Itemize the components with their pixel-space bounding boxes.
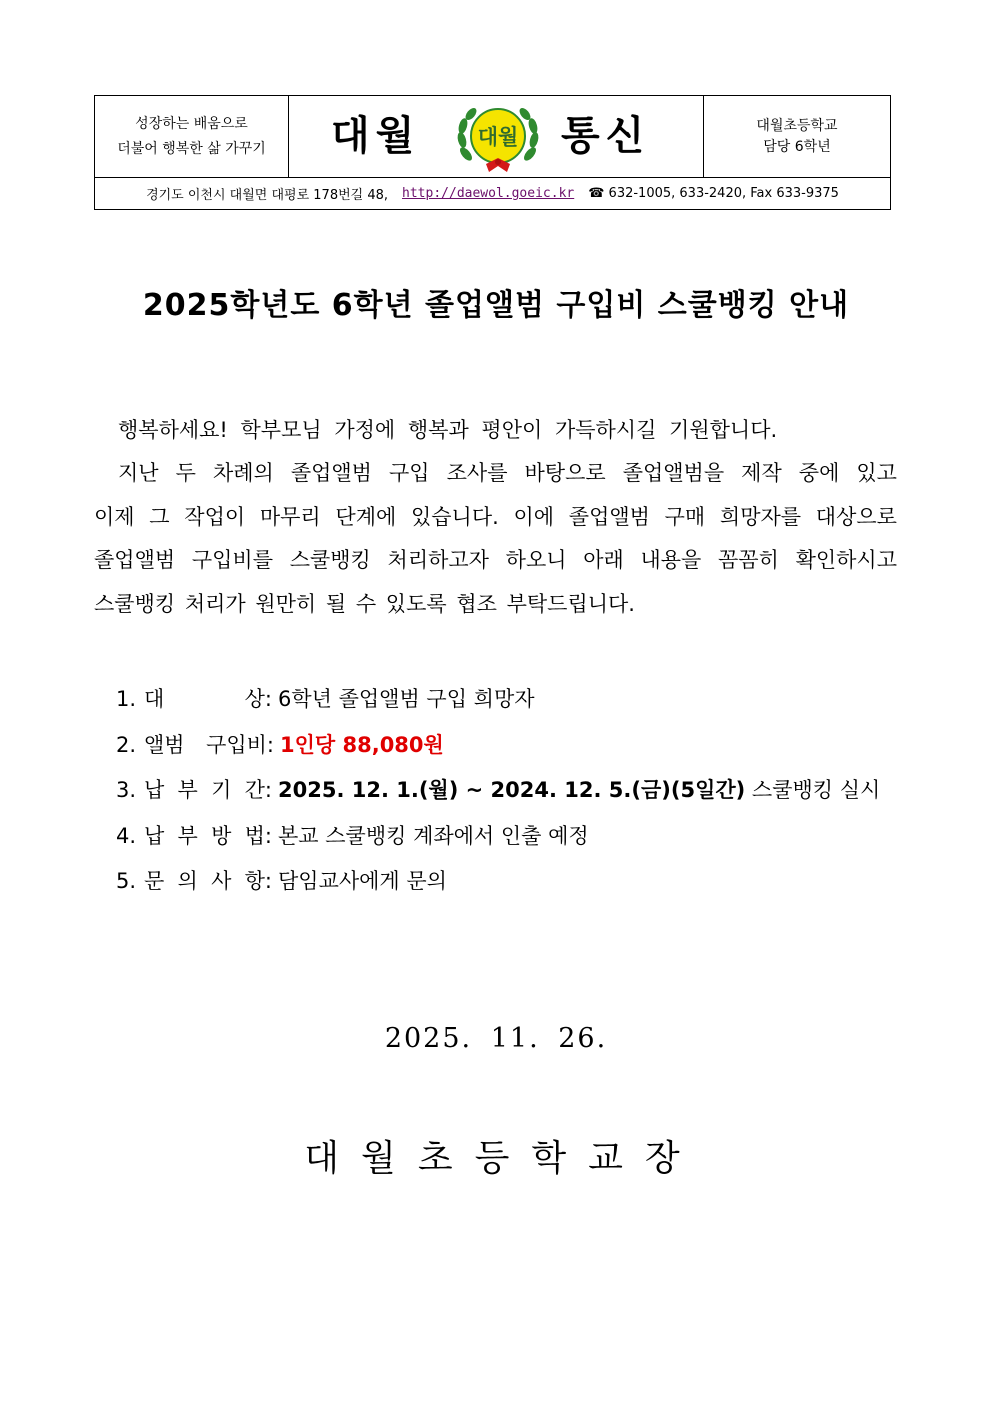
details-list — [116, 677, 880, 905]
item-label-part: 항: — [244, 869, 272, 893]
word: 졸업앨범 — [94, 548, 176, 572]
emblem-text: 대월 — [477, 125, 519, 149]
word: 졸업앨범 — [290, 461, 372, 485]
list-item — [116, 723, 880, 769]
word: 졸업앨범 — [568, 504, 650, 529]
word: 희망자를 — [719, 504, 802, 529]
word: 하오니 — [505, 548, 567, 572]
word: 지난 — [118, 461, 159, 485]
item-label — [144, 723, 274, 769]
word: 마무리 — [259, 504, 321, 529]
word: 이에 — [513, 504, 555, 529]
word: 제작 — [741, 461, 782, 485]
item-label — [144, 814, 272, 860]
word: 졸업앨범을 — [622, 461, 725, 485]
payment-period: 2025. 12. 1.(월) ~ 2024. 12. 5.(금)(5일간) — [278, 778, 746, 802]
header-top-row — [95, 96, 890, 178]
item-label-part: 간: — [244, 778, 272, 802]
word: 스쿨뱅킹 — [289, 548, 371, 572]
masthead-title-right: 통신 — [561, 113, 651, 159]
department: 담당 6학년 — [763, 139, 831, 155]
word: 이제 — [94, 504, 135, 529]
word: 있습니다. — [410, 504, 499, 529]
word: 있고 — [856, 461, 897, 485]
item-number: 4. — [116, 823, 137, 848]
word: 꼼꼼히 — [718, 548, 779, 572]
word: 그 — [149, 504, 170, 529]
masthead-cell — [289, 96, 704, 178]
item-value: 6학년 졸업앨범 구입 희망자 — [278, 687, 535, 711]
item-value: 본교 스쿨뱅킹 계좌에서 인출 예정 — [278, 823, 589, 848]
list-item — [116, 768, 880, 814]
list-item — [116, 859, 880, 905]
payment-period-tail: 스쿨뱅킹 실시 — [745, 778, 881, 802]
item-label-part: 상: — [244, 687, 272, 711]
word: 내용을 — [640, 548, 702, 572]
greeting-line: 행복하세요! 학부모님 가정에 행복과 평안이 가득하시길 기원합니다. — [118, 418, 778, 442]
item-label-part: 납 — [144, 778, 165, 802]
word: 구매 — [664, 504, 706, 529]
paragraph-line-3 — [94, 539, 897, 583]
item-value — [278, 768, 880, 814]
word: 처리하고자 — [387, 548, 489, 572]
motto-line-1: 성장하는 배움으로 — [135, 116, 248, 132]
word: 작업이 — [184, 504, 246, 529]
motto-line-2: 더불어 행복한 삶 가꾸기 — [117, 141, 266, 157]
word: 두 — [175, 461, 196, 485]
paragraph-line-2 — [94, 496, 897, 540]
item-label — [144, 859, 272, 905]
word: 구입비를 — [191, 548, 273, 572]
motto-cell — [95, 96, 289, 178]
item-label-part: 납 — [144, 823, 165, 848]
item-label-part: 기 — [211, 778, 232, 802]
paragraph-line-1 — [94, 452, 897, 496]
item-label-part: 의 — [177, 869, 198, 893]
item-label-part: 부 — [177, 778, 198, 802]
item-value: 담임교사에게 문의 — [278, 869, 447, 893]
phone-fax: ☎ 632-1005, 633-2420, Fax 633-9375 — [588, 186, 839, 201]
word: 아래 — [583, 548, 624, 572]
item-number: 5. — [116, 869, 137, 893]
greeting-paragraph — [94, 409, 897, 453]
list-item — [116, 677, 880, 723]
item-label-part: 사 — [211, 869, 232, 893]
word: 조사를 — [446, 461, 508, 485]
address: 경기도 이천시 대월면 대평로 178번길 48, — [146, 188, 389, 203]
word: 구입 — [389, 461, 430, 485]
word: 바탕으로 — [524, 461, 606, 485]
principal-signature: 대월초등학교장 — [304, 1138, 702, 1179]
item-label-part: 앨범 — [144, 732, 185, 757]
item-label-part: 구입비: — [206, 732, 274, 757]
newsletter-header — [94, 95, 891, 210]
item-label-part: 대 — [144, 687, 165, 711]
contact-row — [95, 178, 890, 209]
word: 단계에 — [335, 504, 397, 529]
school-emblem-icon — [453, 102, 543, 174]
main-paragraph — [94, 452, 897, 626]
item-label — [144, 677, 272, 723]
masthead-title-left: 대월 — [331, 113, 421, 159]
paragraph-line-4: 스쿨뱅킹 처리가 원만히 될 수 있도록 협조 부탁드립니다. — [94, 591, 635, 616]
school-name: 대월초등학교 — [756, 118, 838, 134]
list-item — [116, 814, 880, 860]
school-website-link[interactable]: http://daewol.goeic.kr — [402, 186, 575, 201]
word: 확인하시고 — [795, 548, 897, 572]
word: 대상으로 — [815, 504, 897, 529]
item-label-part: 부 — [177, 823, 198, 848]
album-price: 1인당 88,080원 — [280, 732, 444, 757]
document-title: 2025학년도 6학년 졸업앨범 구입비 스쿨뱅킹 안내 — [142, 288, 850, 323]
item-number: 3. — [116, 778, 137, 802]
issue-date: 2025. 11. 26. — [384, 1023, 608, 1054]
item-label — [144, 768, 272, 814]
item-number: 2. — [116, 732, 137, 757]
word: 차례의 — [212, 461, 274, 485]
word: 중에 — [798, 461, 840, 485]
school-info-cell — [704, 96, 890, 178]
item-label-part: 방 — [211, 823, 232, 848]
item-label-part: 법: — [244, 823, 272, 848]
item-number: 1. — [116, 687, 137, 711]
item-label-part: 문 — [144, 869, 165, 893]
